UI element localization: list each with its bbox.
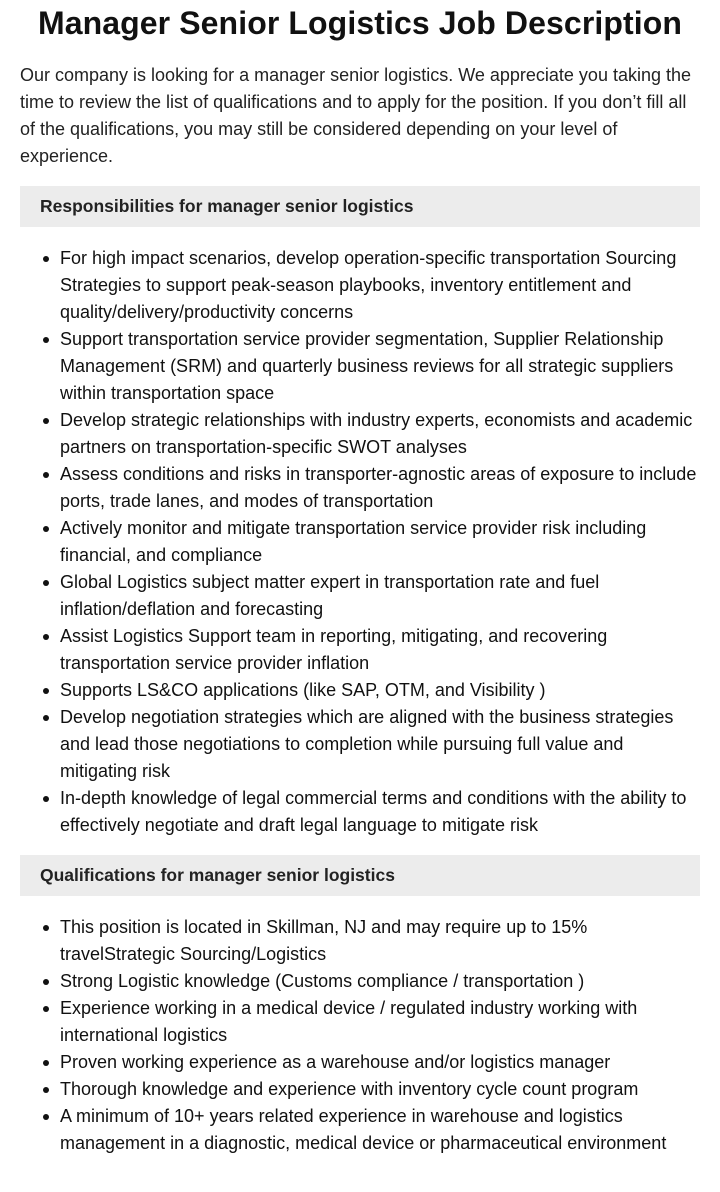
qualifications-list xyxy=(20,914,700,1157)
list-item: Assess conditions and risks in transporter-agnostic areas of exposure to include ports, trade lanes, and modes of transportation xyxy=(60,461,700,515)
list-item: Assist Logistics Support team in reporting, mitigating, and recovering transportation service provider inflation xyxy=(60,623,700,677)
list-item: For high impact scenarios, develop operation-specific transportation Sourcing Strategies to support peak-season playbooks, inventory entitlement and quality/delivery/productivity concerns xyxy=(60,245,700,326)
list-item: Supports LS&CO applications (like SAP, OTM, and Visibility ) xyxy=(60,677,700,704)
responsibilities-heading: Responsibilities for manager senior logistics xyxy=(20,186,700,227)
page-title: Manager Senior Logistics Job Description xyxy=(37,5,683,41)
list-item: In-depth knowledge of legal commercial terms and conditions with the ability to effectively negotiate and draft legal language to mitigate risk xyxy=(60,785,700,839)
list-item: Global Logistics subject matter expert in transportation rate and fuel inflation/deflation and forecasting xyxy=(60,569,700,623)
list-item: Thorough knowledge and experience with inventory cycle count program xyxy=(60,1076,700,1103)
qualifications-heading: Qualifications for manager senior logistics xyxy=(20,855,700,896)
list-item: Strong Logistic knowledge (Customs compliance / transportation ) xyxy=(60,968,700,995)
list-item: Actively monitor and mitigate transportation service provider risk including financial, and compliance xyxy=(60,515,700,569)
list-item: Support transportation service provider segmentation, Supplier Relationship Management (SRM) and quarterly business reviews for all strategic suppliers within transportation space xyxy=(60,326,700,407)
responsibilities-list xyxy=(20,245,700,839)
list-item: Develop negotiation strategies which are aligned with the business strategies and lead those negotiations to completion while pursuing full value and mitigating risk xyxy=(60,704,700,785)
list-item: Experience working in a medical device / regulated industry working with international logistics xyxy=(60,995,700,1049)
intro-paragraph: Our company is looking for a manager senior logistics. We appreciate you taking the time to review the list of qualifications and to apply for the position. If you don’t fill all of the qualifications, you may still be considered depending on your level of experience. xyxy=(20,65,692,166)
list-item: Develop strategic relationships with industry experts, economists and academic partners on transportation-specific SWOT analyses xyxy=(60,407,700,461)
list-item: Proven working experience as a warehouse and/or logistics manager xyxy=(60,1049,700,1076)
list-item: A minimum of 10+ years related experience in warehouse and logistics management in a diagnostic, medical device or pharmaceutical environment xyxy=(60,1103,700,1157)
list-item: This position is located in Skillman, NJ and may require up to 15% travelStrategic Sourcing/Logistics xyxy=(60,914,700,968)
